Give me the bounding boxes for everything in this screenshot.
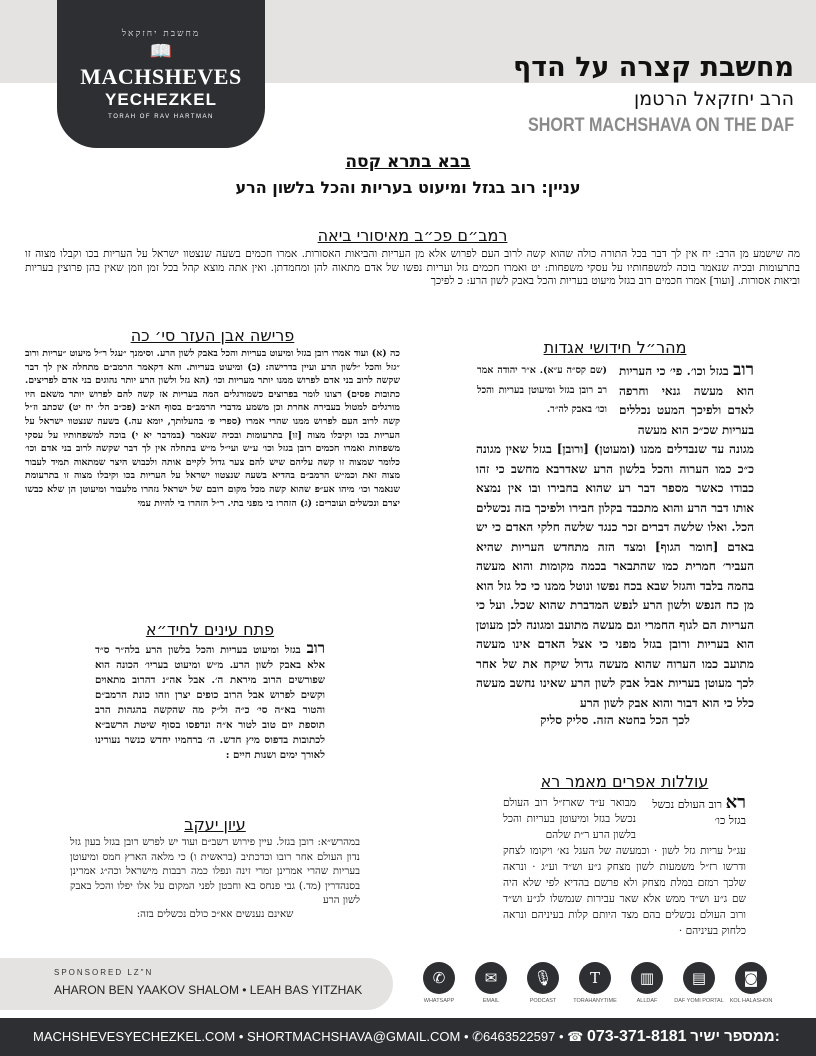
section-heading: פרישה אבן העזר סי׳ כה [130, 326, 295, 345]
section-text: מגונה עד שנבדלים ממנו (ומעוטן) [ורובן] בגזל שאין מגונה כ״כ כמו הערוה והכל בלשון הרע שאדרבא מחשב כי זהו כבודו כאשר מספר דבר רע שהוא בחבירו ובו אין נמצא אותו דבר הרע והוא מתכבד בקלון חבירו ולפיכך בזה נכשלים הכל. ואלו שלשה דברים זכר כנגד שלשה חלקי האדם כי יש באדם [חומר הגוף] ומצד הזה מתחדש העריות שהיא העביר׳ חמרית כמו שהתבאר בכמה מקומות והוא מעשה בהמה בלבד והגזל שבא בכח נפשו ונוטל ממנו כי כל גזל הוא מן כח הנפש ולשון הרע לנפש המדברת שהוא שכל. ועל כי העריות הם לגוף החמרי וגם מעשה מתועב ומגונה לכן מעוטן הוא בעריות ורובן בגזל מפני כי אצל האדם אינו מעשה מתועב כמו הערוה שהוא מעשה גדול שיקח את של אחר לכך מעוטן בעריות אבל אבק לשון הרע שאינו נחשב מעשה כלל כי הוא דבור והוא אבק לשון הרע [475, 442, 754, 710]
sponsor-names: AHARON BEN YAAKOV SHALOM • LEAH BAS YITZHAK [54, 983, 363, 997]
section-text: מה שישמע מן הרב: יח אין לך דבר בכל התורה כולה שהוא קשה לרוב העם לפרוש אלא מן העריות והביאות האסורות. אמרו חכמים בשעה שנצטוו ישראל על העריות בכו וקבלו מצוה זו בתרעומות ובכיה שנאמר בוכה למשפחותיו על עסקי משפחות: יט ואמרו חכמים גזל ועריות נפשו של אדם מתאוה להן ומחמדתן. ואין אתה מוצא קהל בכל זמן וזמן שאין בהן פרוצין בעריות וביאות אסורות. [ועוד] אמרו חכמים רוב בגזל מיעוט בעריות והכל באבק לשון הרע: כ לפיכך [25, 248, 800, 287]
drop-word: רא [725, 792, 746, 813]
link-podcast[interactable] [517, 962, 569, 1004]
section-intro: בגזל ומיעוט בעריות והכל בלשון הרע בלה״ר ס״ד אלא באבק לשון הרע. מ״ש [95, 644, 326, 671]
author: הרב יחזקאל הרטמן [634, 88, 794, 110]
section-heading: עוללות אפרים מאמר רא [540, 772, 709, 791]
sponsor-label: SPONSORED LZ"N [54, 968, 154, 977]
open-book-icon: 📖 [149, 41, 173, 62]
section-prisha [25, 326, 400, 510]
drop-word: רוב [306, 639, 326, 657]
torahanytime-icon: T [579, 962, 611, 994]
english-title: SHORT MACHSHAVA ON THE DAF [527, 115, 794, 136]
section-intro: בגזל וכו׳. פי׳ כי העריות הוא מעשה גנאי וחרפה לאדם ולפיכך המעט נכללים בעריות שכ״כ הוא מעשה [619, 364, 754, 437]
daf-yomi-portal-icon: ▤ [683, 962, 715, 994]
link-email[interactable] [465, 962, 517, 1004]
link-whatsapp[interactable] [413, 962, 465, 1004]
logo-line1: MACHSHEVES [80, 64, 242, 89]
section-text: במהרש״א: רובן בגזל. עיין פירוש רשב״ם ועוד יש לפרש רובן בגזל בעון גזל נדון העולם אחר רובו וכדכתיב (בראשית ו) כי מלאה הארץ חמס ומיעוטן בעריות שהרי אמרינן זמרי זינה ונפלו כמה רבבות מישראל וכה״ג אמרינן בסנהדרין (מד.) גבי פנחס בא וחבטן לפני המקום על אלו יפלו והכל באבק לשון הרע [70, 837, 360, 906]
whatsapp-icon: ✆ [423, 962, 455, 994]
side-note: רוב העולם נכשל בגזל כו׳ [652, 798, 746, 827]
section-text: כה (א) ועוד אמרו רובן בגזל ומיעוט בעריות והכל באבק לשון הרע. וסימנך ״עגל ר״ל מיעוט ״עריות ורוב ״גזל והכל ״לשון הרע ועיין בדרישה: (ב) ומיעוט בעריות. והא דקאמר הרמב״ם מתחלה אין לך דבר שקשה לרוב בני אדם לפרוש ממנו יותר מעריות וכו׳ (הא גזל ולשון הרע יותר נהוגים בני אדם לפריצים. כתובות פסים) רצונו לומר בפרוצים כשמורגלים המה בעריות אז קשה להם לפרוש יותר משאם היו מורגלים למטול בעבירה אחרת וכן משמע מדברי הרמב״ם בסוף הא״ב (פכ״ב הל׳ יח יט) שכתב וז״ל קשה לרוב העם לפרוש ממנו שהרי אמרו (ספרי פ׳ בהעלותך, יומא עה.) בשעה שנצטוו ישראל על העריות בכו וקיבלו מצוה [זו] בתרעומות ובכיה שנאמר (במדבר יא י) בוכה למשפחותיו על עסקי משפחות ואמרו חכמים רובן בגזל וכו׳ ע״ש ועי״ל מ״ש בתחלה אין לך דבר שקשה לרוב בני אדם וכו׳ כלומר שמצוה זו קשה עליהם שיש להם צער גדול לקיים אותה ולכבוש היצר שמתאוה תמיד לעבור מצוה זאת וכמ״ש הרמב״ם בהדיא בשעה שנצטוו ישראל על העריות בכו וקיבלו מצוה זו בתרעומת שנאמר וכו׳ מיהו אע״פ שהוא קשה מכל מקום רובם של ישראל נזהרו מלעבור ומיעוטן הן שלא כבשו יצרם ונכשלים ועוברים: (ג) הזהרו בי מפני בתי. ר״ל הזהרו בי להיות עמי [25, 348, 400, 509]
link-torahanytime[interactable] [569, 962, 621, 1004]
section-olelot [503, 772, 746, 939]
website-link[interactable]: MACHSHEVESYECHEZKEL.COM [33, 1029, 236, 1044]
email-link[interactable]: SHORTMACHSHAVA@GMAIL.COM [247, 1029, 461, 1044]
link-label: ALLDAF [636, 998, 658, 1004]
links-bar [413, 962, 777, 1004]
section-heading: מהר״ל חידושי אגדות [543, 338, 687, 357]
section-rambam [25, 226, 800, 289]
phone-label: ממספר ישיר: [690, 1028, 780, 1045]
side-note: (שם קס״ה ע״א). א״ר יהודה אמר רב רובן בגזל ומיעוטן בעריות והכל וכו׳ באבק לה״ר. [477, 365, 607, 415]
section-intro: מבואר ע״ד שארז״ל רוב העולם נכשל בגזל ומיעוטן בעריות והכל בלשון הרע ר״ת שלהם [503, 797, 636, 841]
section-heading: רמב״ם פכ״ב מאיסורי ביאה [317, 226, 508, 245]
topic-title: עניין: רוב בגזל ומיעוט בעריות והכל בלשון הרע [235, 178, 581, 197]
section-text: ומיעוט בעריו׳ הכונה הוא שפורשים הרוב מיראת ה׳. אבל אה״נ דהרוב מתאוים וקשים לפרוש אבל הרוב כופים יצרן וזהו כונת הרמב״ם והטור בא״ה סי׳ כ״ה ול״ק מה שהקשה בהגהות הרב תוספת יום טוב לטור א״ה ונדפסו בסוף שיטת הרשב״א לכתובות בדפוס מיץ חדש. ה׳ ברחמיו יחדש כנשר נעורינו לאורך ימים ושנות חיים : [95, 659, 325, 761]
whatsapp-icon: ✆ [472, 1029, 484, 1044]
link-label: PODCAST [529, 998, 557, 1004]
section-iyun-yaakov [70, 815, 360, 920]
phone-number[interactable]: 073-371-8181 [586, 1028, 687, 1045]
logo [57, 0, 265, 148]
section-end: שאינם נענשים אא״כ כולם נכשלים בזה: [136, 908, 294, 920]
footer-bar: MACHSHEVESYECHEZKEL.COM • SHORTMACHSHAVA@GMAIL.COM • ✆6463522597 • ☎ 073-371-8181 ממספר ישיר: [0, 1018, 816, 1056]
link-kol-halashon[interactable] [725, 962, 777, 1004]
daf-title: בבא בתרא קסה [345, 152, 471, 172]
link-daf-yomi-portal[interactable] [673, 962, 725, 1004]
section-end: לכך הכל בחטא הזה. סליק סליק [540, 713, 690, 727]
link-label: KOL HALASHON [729, 998, 773, 1004]
email-icon: ✉ [475, 962, 507, 994]
kol-halashon-icon: ◙ [735, 962, 767, 994]
microphone-icon: 🎙 [527, 962, 559, 994]
section-heading: פתח עינים לחיד״א [145, 620, 275, 639]
logo-tagline: TORAH OF RAV HARTMAN [108, 114, 214, 120]
link-label: EMAIL [482, 998, 500, 1004]
link-alldaf[interactable] [621, 962, 673, 1004]
phone-icon: ☎ [567, 1029, 584, 1044]
section-text: עג״ל עריות גזל לשון · וכמעשה של העגל נא׳ ויקומו לצחק ודרשו רז״ל משמעות לשון מצחק ג״ע וש״ד וע״ג · ונראה שלכך רמזם במלת מצחק ולא פרשם בהדיא לפי שלא היה שם ג״ע וש״ד ממש אלא שאר עבירות שנמשלו לג״ע וש״ד ורוב העולם נכשלים בהם מצד היותם קלות בעיניהם ונראה כלחוק בעיניהם · [503, 845, 746, 937]
section-maharal [476, 338, 754, 728]
link-label: TORAHANYTIME [573, 998, 617, 1004]
logo-hebrew: מחשבת יחזקאל [121, 29, 201, 39]
sponsor-banner [0, 958, 393, 1010]
logo-line2: YECHEZKEL [105, 90, 217, 109]
link-label: DAF YOMI PORTAL [674, 998, 724, 1004]
section-petach [95, 620, 325, 763]
link-label: WHATSAPP [423, 998, 455, 1004]
alldaf-icon: ▥ [631, 962, 663, 994]
drop-word: רוב [733, 360, 754, 380]
whatsapp-number[interactable]: 6463522597 [483, 1029, 556, 1044]
page-title: מחשבת קצרה על הדף [513, 52, 794, 83]
section-heading: עיון יעקב [184, 815, 246, 834]
